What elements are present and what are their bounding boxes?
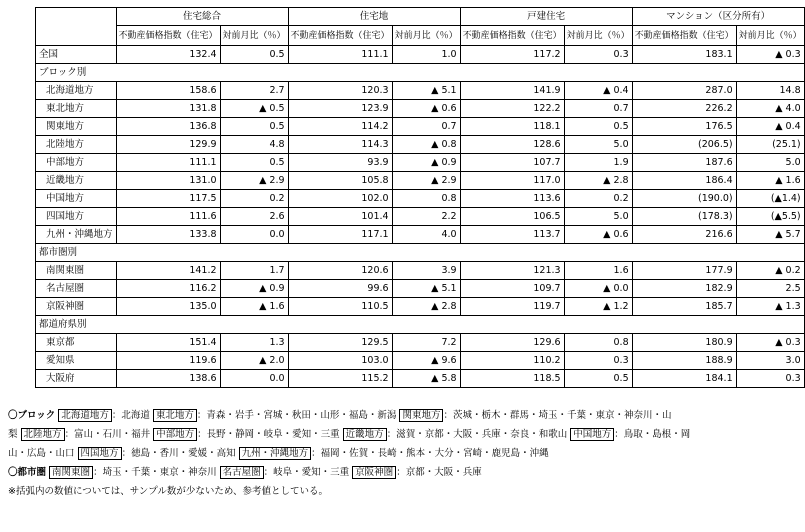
row-label: 四国地方 (36, 208, 117, 226)
block-name: 東北地方 (153, 409, 197, 422)
index-value: 114.2 (288, 118, 392, 136)
index-value: 110.2 (460, 352, 564, 370)
block-name: 中国地方 (570, 428, 614, 441)
row-label: 南関東圏 (36, 262, 117, 280)
mom-value: 0.8 (392, 190, 460, 208)
index-column-header: 不動産価格指数（住宅） (116, 26, 220, 46)
index-value: 105.8 (288, 172, 392, 190)
index-value: 180.9 (632, 334, 736, 352)
mom-value: 0.5 (564, 118, 632, 136)
index-value: 119.7 (460, 298, 564, 316)
index-value: 138.6 (116, 370, 220, 388)
block-prefectures: ：福岡・佐賀・長崎・熊本・大分・宮崎・鹿児島・沖縄 (311, 448, 549, 459)
mom-value: ▲ 0.6 (392, 100, 460, 118)
metro-prefectures: ：京都・大阪・兵庫 (396, 467, 482, 478)
index-value: 123.9 (288, 100, 392, 118)
mom-value: 1.7 (220, 262, 288, 280)
index-value: 129.5 (288, 334, 392, 352)
index-value: 103.0 (288, 352, 392, 370)
mom-value: ▲ 4.0 (736, 100, 804, 118)
index-value: 111.6 (116, 208, 220, 226)
section-label: 都市圏別 (36, 244, 805, 262)
header-group-row (36, 8, 805, 26)
mom-value: 2.7 (220, 82, 288, 100)
mom-column-header: 対前月比（％） (736, 26, 804, 46)
table-row (36, 190, 805, 208)
section-label: 都道府県別 (36, 316, 805, 334)
index-value: 115.2 (288, 370, 392, 388)
mom-value: 4.0 (392, 226, 460, 244)
table-row (36, 262, 805, 280)
group-header: マンション（区分所有） (632, 8, 804, 26)
mom-value: 5.0 (564, 208, 632, 226)
row-label: 京阪神圏 (36, 298, 117, 316)
mom-value: 5.0 (736, 154, 804, 172)
block-prefectures: ：茨城・栃木・群馬・埼玉・千葉・東京・神奈川・山梨 (8, 410, 672, 440)
mom-value: 4.8 (220, 136, 288, 154)
mom-value: ▲ 1.2 (564, 298, 632, 316)
header-sub-row (36, 26, 805, 46)
table-row (36, 280, 805, 298)
mom-value: ▲ 0.4 (736, 118, 804, 136)
mom-column-header: 対前月比（％） (564, 26, 632, 46)
mom-value: 0.0 (220, 370, 288, 388)
index-value: 187.6 (632, 154, 736, 172)
index-value: (206.5) (632, 136, 736, 154)
mom-value: 1.0 (392, 46, 460, 64)
row-label: 愛知県 (36, 352, 117, 370)
mom-value: (▲5.5) (736, 208, 804, 226)
metro-prefectures: ：岐阜・愛知・三重 (263, 467, 350, 478)
mom-value: 3.9 (392, 262, 460, 280)
mom-value: 0.3 (564, 46, 632, 64)
mom-value: 0.8 (564, 334, 632, 352)
index-value: 141.2 (116, 262, 220, 280)
index-value: 120.3 (288, 82, 392, 100)
mom-value: ▲ 0.3 (736, 334, 804, 352)
table-row (36, 118, 805, 136)
mom-value: (25.1) (736, 136, 804, 154)
mom-value: 0.3 (564, 352, 632, 370)
block-prefectures: ：青森・岩手・宮城・秋田・山形・福島・新潟 (196, 410, 397, 421)
mom-value: ▲ 1.3 (736, 298, 804, 316)
section-row (36, 244, 805, 262)
index-value: 107.7 (460, 154, 564, 172)
index-value: 188.9 (632, 352, 736, 370)
mom-value: 0.0 (220, 226, 288, 244)
index-value: 114.3 (288, 136, 392, 154)
index-column-header: 不動産価格指数（住宅） (632, 26, 736, 46)
mom-value: 3.0 (736, 352, 804, 370)
index-value: 119.6 (116, 352, 220, 370)
row-label: 全国 (36, 46, 117, 64)
mom-value: 2.6 (220, 208, 288, 226)
index-value: 109.7 (460, 280, 564, 298)
index-value: 131.0 (116, 172, 220, 190)
mom-value: 5.0 (564, 136, 632, 154)
index-value: 287.0 (632, 82, 736, 100)
mom-value: ▲ 1.6 (736, 172, 804, 190)
index-value: 117.2 (460, 46, 564, 64)
section-label: ブロック別 (36, 64, 805, 82)
index-value: 113.7 (460, 226, 564, 244)
metro-name: 南関東圏 (49, 466, 93, 479)
mom-value: ▲ 0.3 (736, 46, 804, 64)
index-value: 136.8 (116, 118, 220, 136)
mom-value: ▲ 5.1 (392, 82, 460, 100)
table-row (36, 298, 805, 316)
index-value: 122.2 (460, 100, 564, 118)
index-value: (190.0) (632, 190, 736, 208)
index-value: 183.1 (632, 46, 736, 64)
index-value: 110.5 (288, 298, 392, 316)
index-value: 151.4 (116, 334, 220, 352)
mom-value: 14.8 (736, 82, 804, 100)
table-row (36, 136, 805, 154)
mom-value: 1.6 (564, 262, 632, 280)
table-row (36, 208, 805, 226)
group-header: 戸建住宅 (460, 8, 632, 26)
mom-value: ▲ 0.2 (736, 262, 804, 280)
mom-value: ▲ 0.9 (392, 154, 460, 172)
metro-name: 名古屋圏 (220, 466, 264, 479)
index-value: 141.9 (460, 82, 564, 100)
mom-value: 0.2 (564, 190, 632, 208)
table-row (36, 352, 805, 370)
index-value: 176.5 (632, 118, 736, 136)
block-prefectures: ：鳥取・島根・岡山・広島・山口 (8, 429, 691, 459)
section-row (36, 316, 805, 334)
mom-value: 0.5 (564, 370, 632, 388)
metro-legend (8, 463, 693, 482)
row-label: 関東地方 (36, 118, 117, 136)
index-value: 120.6 (288, 262, 392, 280)
index-value: 158.6 (116, 82, 220, 100)
index-value: 111.1 (288, 46, 392, 64)
block-name: 九州・沖縄地方 (239, 447, 312, 460)
row-label: 東北地方 (36, 100, 117, 118)
block-prefectures: ：富山・石川・福井 (64, 429, 151, 440)
index-column-header: 不動産価格指数（住宅） (288, 26, 392, 46)
index-value: 102.0 (288, 190, 392, 208)
mom-value: ▲ 0.9 (220, 280, 288, 298)
mom-value: ▲ 5.1 (392, 280, 460, 298)
mom-value: 0.5 (220, 118, 288, 136)
index-value: 113.6 (460, 190, 564, 208)
index-value: 121.3 (460, 262, 564, 280)
table-row (36, 46, 805, 64)
table-row (36, 154, 805, 172)
block-prefectures: ：北海道 (111, 410, 150, 421)
row-label: 北海道地方 (36, 82, 117, 100)
corner-cell (36, 8, 117, 46)
mom-value: ▲ 0.8 (392, 136, 460, 154)
mom-value: 0.5 (220, 46, 288, 64)
table-row (36, 370, 805, 388)
index-value: 99.6 (288, 280, 392, 298)
mom-value: (▲1.4) (736, 190, 804, 208)
mom-value: ▲ 5.7 (736, 226, 804, 244)
mom-value: ▲ 2.9 (220, 172, 288, 190)
block-prefectures: ：徳島・香川・愛媛・高知 (121, 448, 236, 459)
mom-value: 0.7 (564, 100, 632, 118)
block-name: 関東地方 (399, 409, 443, 422)
section-row (36, 64, 805, 82)
mom-value: 0.2 (220, 190, 288, 208)
mom-value: ▲ 2.0 (220, 352, 288, 370)
index-value: 182.9 (632, 280, 736, 298)
index-value: 129.6 (460, 334, 564, 352)
mom-value: 2.2 (392, 208, 460, 226)
index-value: 186.4 (632, 172, 736, 190)
mom-value: ▲ 9.6 (392, 352, 460, 370)
index-value: 177.9 (632, 262, 736, 280)
index-value: 93.9 (288, 154, 392, 172)
index-value: 117.0 (460, 172, 564, 190)
mom-value: 0.3 (736, 370, 804, 388)
index-value: 118.5 (460, 370, 564, 388)
mom-value: 1.3 (220, 334, 288, 352)
index-value: 117.5 (116, 190, 220, 208)
table-row (36, 334, 805, 352)
index-value: 216.6 (632, 226, 736, 244)
index-value: 133.8 (116, 226, 220, 244)
mom-value: ▲ 0.6 (564, 226, 632, 244)
legend (8, 406, 693, 501)
mom-value: ▲ 0.5 (220, 100, 288, 118)
index-value: 129.9 (116, 136, 220, 154)
metro-name: 京阪神圏 (352, 466, 396, 479)
index-value: 132.4 (116, 46, 220, 64)
mom-value: 0.5 (220, 154, 288, 172)
metro-legend-title: 〇都市圏 (8, 467, 47, 478)
block-name: 北海道地方 (58, 409, 112, 422)
index-column-header: 不動産価格指数（住宅） (460, 26, 564, 46)
table-row (36, 172, 805, 190)
table-row (36, 100, 805, 118)
row-label: 大阪府 (36, 370, 117, 388)
table-row (36, 226, 805, 244)
index-value: 117.1 (288, 226, 392, 244)
footnote: ※括弧内の数値については、サンプル数が少ないため、参考値としている。 (8, 486, 329, 497)
mom-value: ▲ 2.9 (392, 172, 460, 190)
row-label: 近畿地方 (36, 172, 117, 190)
mom-value: 0.7 (392, 118, 460, 136)
metro-prefectures: ：埼玉・千葉・東京・神奈川 (93, 467, 217, 478)
row-label: 中国地方 (36, 190, 117, 208)
row-label: 北陸地方 (36, 136, 117, 154)
row-label: 九州・沖縄地方 (36, 226, 117, 244)
mom-value: ▲ 5.8 (392, 370, 460, 388)
index-value: 101.4 (288, 208, 392, 226)
index-value: 226.2 (632, 100, 736, 118)
block-name: 北陸地方 (21, 428, 65, 441)
index-value: 128.6 (460, 136, 564, 154)
row-label: 名古屋圏 (36, 280, 117, 298)
block-legend-title: 〇ブロック (8, 410, 56, 421)
mom-value: ▲ 2.8 (392, 298, 460, 316)
mom-value: 2.5 (736, 280, 804, 298)
table-row (36, 82, 805, 100)
mom-value: ▲ 0.0 (564, 280, 632, 298)
block-name: 中部地方 (153, 428, 197, 441)
index-value: 184.1 (632, 370, 736, 388)
index-value: 131.8 (116, 100, 220, 118)
block-legend (8, 406, 693, 463)
block-prefectures: ：長野・静岡・岐阜・愛知・三重 (197, 429, 340, 440)
block-name: 四国地方 (78, 447, 122, 460)
index-value: 116.2 (116, 280, 220, 298)
mom-value: ▲ 0.4 (564, 82, 632, 100)
index-value: 185.7 (632, 298, 736, 316)
mom-column-header: 対前月比（％） (392, 26, 460, 46)
index-value: 106.5 (460, 208, 564, 226)
index-value: 135.0 (116, 298, 220, 316)
block-prefectures: ：滋賀・京都・大阪・兵庫・奈良・和歌山 (386, 429, 568, 440)
mom-value: 7.2 (392, 334, 460, 352)
index-value: 118.1 (460, 118, 564, 136)
index-value: 111.1 (116, 154, 220, 172)
block-name: 近畿地方 (343, 428, 387, 441)
mom-value: ▲ 1.6 (220, 298, 288, 316)
mom-value: 1.9 (564, 154, 632, 172)
row-label: 中部地方 (36, 154, 117, 172)
index-value: (178.3) (632, 208, 736, 226)
group-header: 住宅地 (288, 8, 460, 26)
price-index-table (35, 7, 805, 388)
row-label: 東京都 (36, 334, 117, 352)
mom-value: ▲ 2.8 (564, 172, 632, 190)
mom-column-header: 対前月比（％） (220, 26, 288, 46)
group-header: 住宅総合 (116, 8, 288, 26)
